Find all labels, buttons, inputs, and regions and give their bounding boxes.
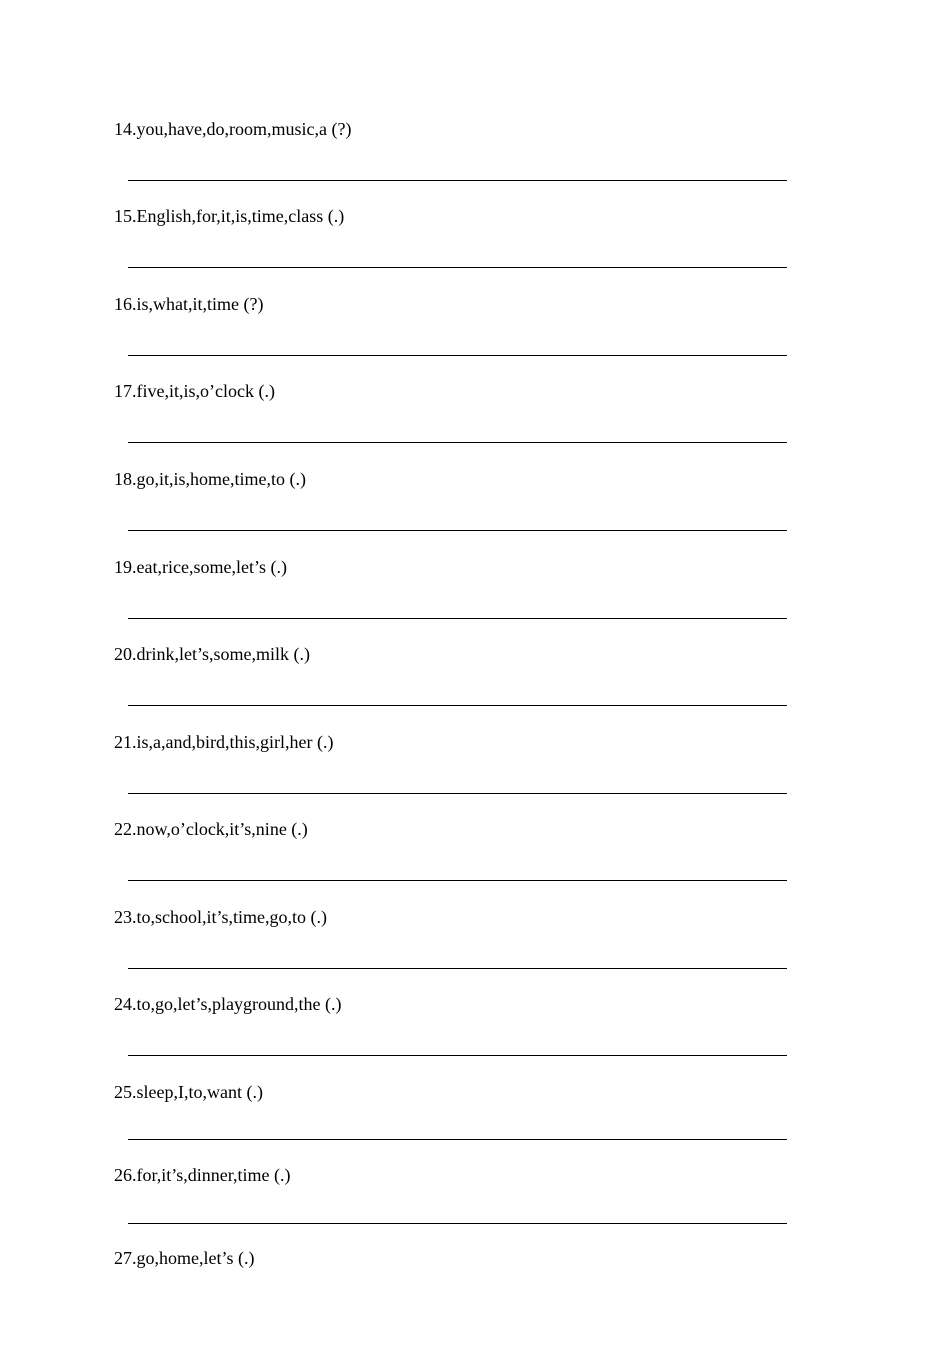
- question-27: 27.go,home,let’s (.): [114, 1248, 255, 1268]
- question-26: 26.for,it’s,dinner,time (.): [114, 1165, 291, 1185]
- question-24: 24.to,go,let’s,playground,the (.): [114, 994, 342, 1014]
- answer-line-25[interactable]: [128, 1139, 787, 1140]
- question-20: 20.drink,let’s,some,milk (.): [114, 644, 310, 664]
- question-14: 14.you,have,do,room,music,a (?): [114, 119, 352, 139]
- answer-line-16[interactable]: [128, 355, 787, 356]
- question-25: 25.sleep,I,to,want (.): [114, 1082, 263, 1102]
- answer-line-22[interactable]: [128, 880, 787, 881]
- question-17: 17.five,it,is,o’clock (.): [114, 381, 275, 401]
- answer-line-14[interactable]: [128, 180, 787, 181]
- answer-line-19[interactable]: [128, 618, 787, 619]
- answer-line-26[interactable]: [128, 1223, 787, 1224]
- answer-line-17[interactable]: [128, 442, 787, 443]
- question-22: 22.now,o’clock,it’s,nine (.): [114, 819, 308, 839]
- question-18: 18.go,it,is,home,time,to (.): [114, 469, 306, 489]
- answer-line-18[interactable]: [128, 530, 787, 531]
- question-19: 19.eat,rice,some,let’s (.): [114, 557, 287, 577]
- answer-line-21[interactable]: [128, 793, 787, 794]
- answer-line-23[interactable]: [128, 968, 787, 969]
- answer-line-24[interactable]: [128, 1055, 787, 1056]
- question-23: 23.to,school,it’s,time,go,to (.): [114, 907, 327, 927]
- question-15: 15.English,for,it,is,time,class (.): [114, 206, 345, 226]
- question-21: 21.is,a,and,bird,this,girl,her (.): [114, 732, 334, 752]
- answer-line-20[interactable]: [128, 705, 787, 706]
- answer-line-15[interactable]: [128, 267, 787, 268]
- question-16: 16.is,what,it,time (?): [114, 294, 264, 314]
